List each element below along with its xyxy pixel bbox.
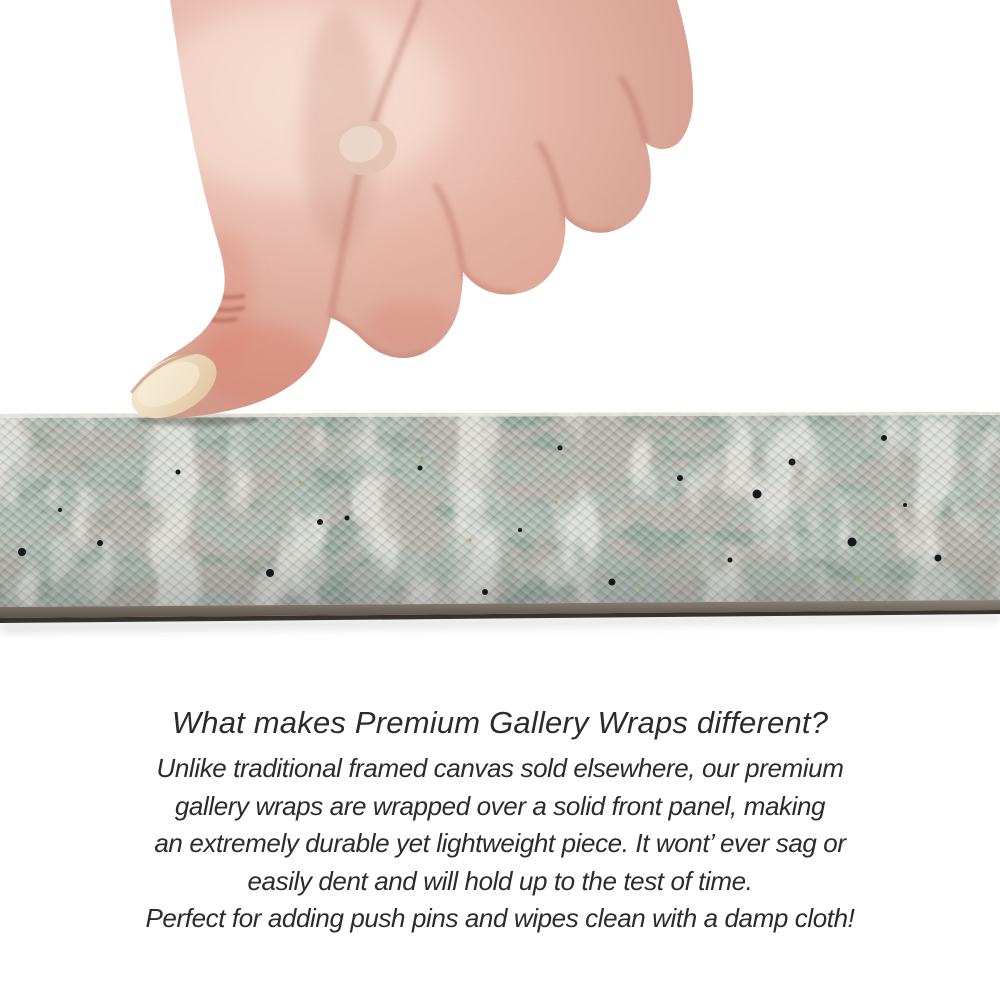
- canvas-yellow-flecks: [298, 456, 859, 589]
- index-fingernail: [329, 114, 402, 181]
- canvas-strip-photo: [0, 410, 1000, 650]
- hand-photo: [0, 0, 1000, 430]
- info-line-1: Unlike traditional framed canvas sold elsewhere, our premium: [156, 753, 844, 783]
- info-text-block: [0, 701, 1000, 938]
- finger-creases: [331, 0, 646, 316]
- info-line-2: gallery wraps are wrapped over a solid front panel, making: [174, 790, 826, 821]
- thumb-wrinkles: [192, 289, 243, 321]
- info-line-4: easily dent and will hold up to the test of time.: [247, 865, 753, 896]
- hand-silhouette: [133, 0, 693, 418]
- canvas-specks: [18, 435, 942, 595]
- canvas-face: [0, 410, 1000, 610]
- panel-side-edge: [0, 600, 1000, 631]
- info-heading: What makes Premium Gallery Wraps different?: [171, 705, 829, 740]
- thumbnail: [121, 341, 228, 430]
- info-line-3: an extremely durable yet lightweight piece. It wont’ ever sag or: [154, 828, 846, 858]
- info-line-5: Perfect for adding push pins and wipes clean with a damp cloth!: [145, 903, 855, 933]
